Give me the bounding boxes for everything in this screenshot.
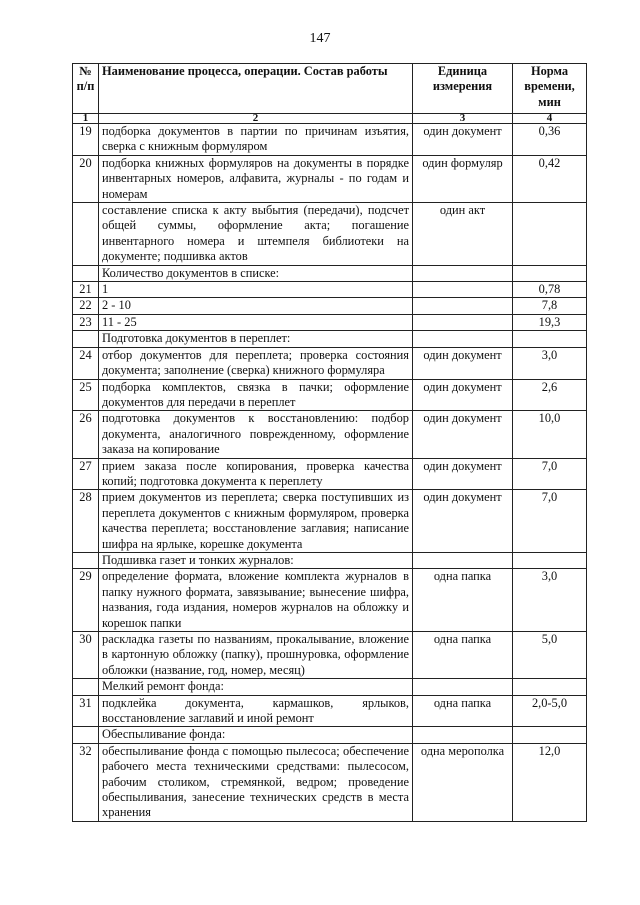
row-unit: одна папка: [413, 569, 513, 632]
row-description: Подготовка документов в переплет:: [99, 331, 413, 347]
row-description: обеспыливание фонда с помощью пылесоса; обеспечение рабочего места техническими средствами: пылесосом, рабочим столиком, стремянкой, ведром; проведение обеспыливания, занесение технических средств в места хранения: [99, 743, 413, 821]
row-number: 29: [73, 569, 99, 632]
row-unit: один акт: [413, 203, 513, 266]
table-row: [73, 298, 587, 314]
row-norm: 10,0: [513, 411, 587, 458]
table-row: [73, 347, 587, 379]
row-description: 1: [99, 282, 413, 298]
row-description: Количество документов в списке:: [99, 265, 413, 281]
row-unit: [413, 265, 513, 281]
row-unit: [413, 552, 513, 568]
row-norm: 7,8: [513, 298, 587, 314]
row-unit: один документ: [413, 411, 513, 458]
row-unit: один формуляр: [413, 155, 513, 202]
row-unit: один документ: [413, 124, 513, 156]
row-number: 20: [73, 155, 99, 202]
row-description: Подшивка газет и тонких журналов:: [99, 552, 413, 568]
row-norm: 3,0: [513, 347, 587, 379]
row-number: 28: [73, 490, 99, 553]
row-unit: одна папка: [413, 632, 513, 679]
row-number: 24: [73, 347, 99, 379]
col-number-1: 1: [73, 114, 99, 124]
row-unit: один документ: [413, 379, 513, 411]
col-number-4: 4: [513, 114, 587, 124]
table-row: [73, 155, 587, 202]
row-description: подклейка документа, кармашков, ярлыков, восстановление заглавий и иной ремонт: [99, 695, 413, 727]
row-number: [73, 203, 99, 266]
table-row: [73, 379, 587, 411]
row-norm: 0,78: [513, 282, 587, 298]
row-description: подборка комплектов, связка в пачки; оформление документов для передачи в переплет: [99, 379, 413, 411]
row-norm: 12,0: [513, 743, 587, 821]
row-description: Мелкий ремонт фонда:: [99, 679, 413, 695]
header-num: № п/п: [73, 64, 99, 114]
row-unit: [413, 298, 513, 314]
table-body: [73, 124, 587, 822]
row-unit: один документ: [413, 347, 513, 379]
page-number: 147: [309, 31, 331, 46]
norms-table: [72, 63, 587, 822]
header-norm: Норма времени, мин: [513, 64, 587, 114]
table-row: [73, 124, 587, 156]
row-number: 32: [73, 743, 99, 821]
row-number: [73, 331, 99, 347]
table-row: [73, 314, 587, 330]
row-number: 22: [73, 298, 99, 314]
row-norm: 5,0: [513, 632, 587, 679]
row-description: подборка книжных формуляров на документы в порядке инвентарных номеров, алфавита, журналы - по годам и номерам: [99, 155, 413, 202]
row-number: 23: [73, 314, 99, 330]
row-description: 11 - 25: [99, 314, 413, 330]
row-number: 31: [73, 695, 99, 727]
row-unit: один документ: [413, 458, 513, 490]
row-description: прием заказа после копирования, проверка качества копий; подготовка документа к переплету: [99, 458, 413, 490]
row-description: отбор документов для переплета; проверка состояния документа; заполнение (сверка) книжного формуляра: [99, 347, 413, 379]
table-row: [73, 458, 587, 490]
row-number: 27: [73, 458, 99, 490]
row-description: 2 - 10: [99, 298, 413, 314]
row-number: [73, 727, 99, 743]
table-row: [73, 679, 587, 695]
row-description: подготовка документов к восстановлению: подбор документа, аналогичного поврежденному, оформление заказа на копирование: [99, 411, 413, 458]
row-norm: [513, 265, 587, 281]
row-norm: [513, 203, 587, 266]
row-norm: [513, 727, 587, 743]
table-row: [73, 552, 587, 568]
row-norm: [513, 679, 587, 695]
row-norm: 19,3: [513, 314, 587, 330]
table-row: [73, 203, 587, 266]
table-row: [73, 411, 587, 458]
row-norm: [513, 331, 587, 347]
row-norm: 7,0: [513, 458, 587, 490]
table-header: [73, 64, 587, 124]
row-number: 19: [73, 124, 99, 156]
row-number: 30: [73, 632, 99, 679]
row-number: 25: [73, 379, 99, 411]
table-row: [73, 695, 587, 727]
row-norm: 0,36: [513, 124, 587, 156]
table-row: [73, 490, 587, 553]
row-unit: [413, 282, 513, 298]
row-norm: 0,42: [513, 155, 587, 202]
row-description: определение формата, вложение комплекта журналов в папку нужного формата, завязывание; вынесение шифра, названия, года издания, номеров журналов на обложку и корешок папки: [99, 569, 413, 632]
row-number: [73, 552, 99, 568]
table-row: [73, 632, 587, 679]
row-norm: [513, 552, 587, 568]
row-unit: одна мерополка: [413, 743, 513, 821]
row-norm: 2,6: [513, 379, 587, 411]
table-row: [73, 282, 587, 298]
row-number: 26: [73, 411, 99, 458]
row-unit: [413, 727, 513, 743]
table-row: [73, 569, 587, 632]
row-number: 21: [73, 282, 99, 298]
header-name: Наименование процесса, операции. Состав работы: [99, 64, 413, 114]
row-description: составление списка к акту выбытия (передачи), подсчет общей суммы, оформление акта; погашение инвентарного номера и штемпеля библиотеки на документе; подшивка актов: [99, 203, 413, 266]
table-row: [73, 727, 587, 743]
row-description: раскладка газеты по названиям, прокалывание, вложение в картонную обложку (папку), прошнуровка, оформление обложки (название, год, номер, месяц): [99, 632, 413, 679]
row-unit: [413, 679, 513, 695]
row-unit: [413, 331, 513, 347]
row-norm: 3,0: [513, 569, 587, 632]
row-number: [73, 265, 99, 281]
row-norm: 2,0-5,0: [513, 695, 587, 727]
row-description: прием документов из переплета; сверка поступивших из переплета документов с книжным формуляром, проверка качества переплета; восстановление заглавия; написание шифра на ярлыке, корешке документа: [99, 490, 413, 553]
row-description: подборка документов в партии по причинам изъятия, сверка с книжным формуляром: [99, 124, 413, 156]
row-unit: [413, 314, 513, 330]
col-number-2: 2: [99, 114, 413, 124]
table-row: [73, 743, 587, 821]
col-number-3: 3: [413, 114, 513, 124]
table-row: [73, 265, 587, 281]
table-row: [73, 331, 587, 347]
header-unit: Единица измерения: [413, 64, 513, 114]
row-unit: одна папка: [413, 695, 513, 727]
row-description: Обеспыливание фонда:: [99, 727, 413, 743]
row-number: [73, 679, 99, 695]
row-unit: один документ: [413, 490, 513, 553]
row-norm: 7,0: [513, 490, 587, 553]
